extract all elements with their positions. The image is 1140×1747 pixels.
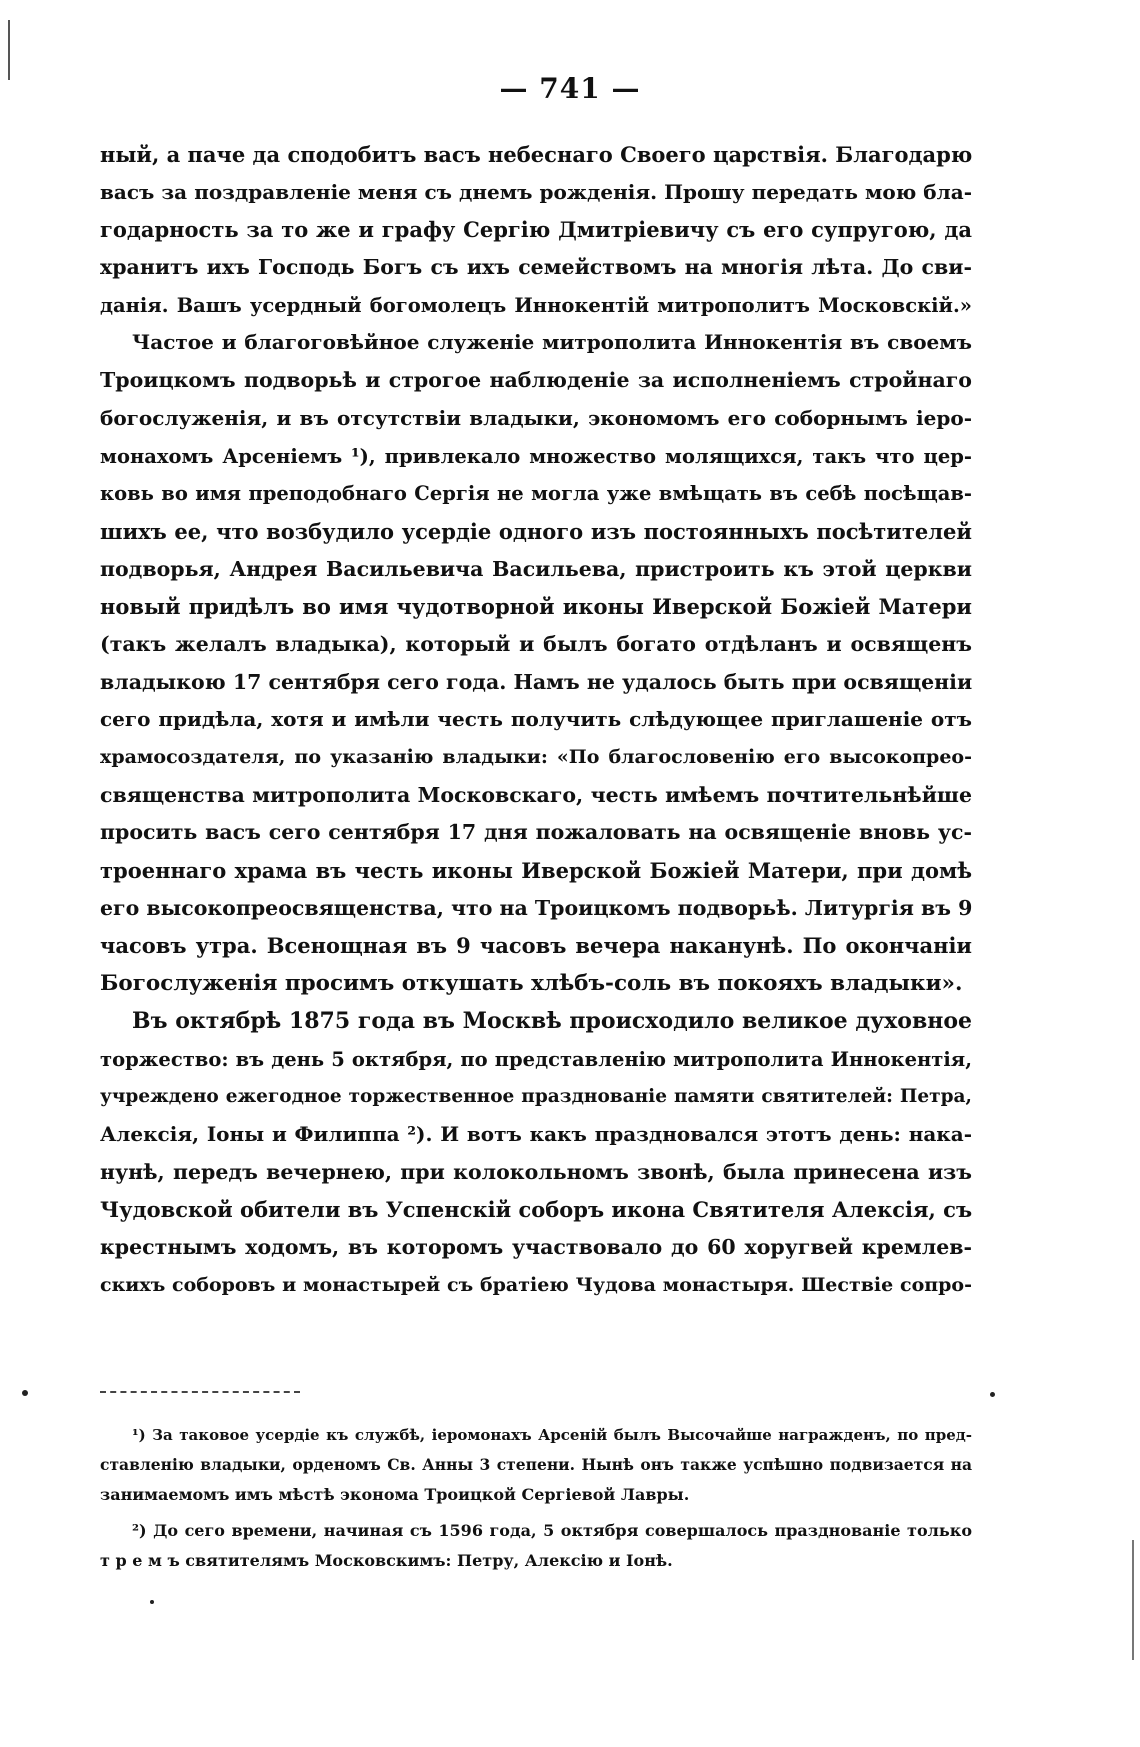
text-line: торжество: въ день 5 октября, по представленію митрополита Иннокентія,: [100, 1047, 972, 1071]
text-line: Троицкомъ подворьѣ и строгое наблюденіе за исполненіемъ стройнаго: [100, 368, 972, 393]
text-line: (такъ желалъ владыка), который и былъ богато отдѣланъ и освященъ: [100, 631, 972, 656]
text-line: васъ за поздравленіе меня съ днемъ рожденія. Прошу передать мою бла-: [100, 179, 972, 204]
text-line: данія. Вашъ усердный богомолецъ Иннокентій митрополитъ Московскій.»: [100, 293, 972, 317]
page-edge-mark: [8, 20, 10, 80]
footnote-line: ставленію владыки, орденомъ Св. Анны 3 степени. Нынѣ онъ также успѣшно подвизается на: [100, 1455, 972, 1474]
text-line: годарность за то же и графу Сергію Дмитріевичу съ его супругою, да: [100, 217, 972, 243]
text-line: его высокопреосвященства, что на Троицкомъ подворьѣ. Литургія въ 9: [100, 895, 972, 920]
speck-mark: [990, 1392, 995, 1397]
text-line: монахомъ Арсеніемъ ¹), привлекало множество молящихся, такъ что цер-: [100, 444, 972, 468]
text-line: хранитъ ихъ Господь Богъ съ ихъ семействомъ на многія лѣта. До сви-: [100, 255, 972, 280]
footnote-line: занимаемомъ имъ мѣстѣ эконома Троицкой Сергіевой Лавры.: [100, 1485, 690, 1504]
page-edge-mark-right: [1132, 1540, 1134, 1660]
text-line: Алексія, Іоны и Филиппа ²). И вотъ какъ праздновался этотъ день: нака-: [100, 1121, 972, 1146]
footnote-line: т р е м ъ святителямъ Московскимъ: Петру, Алексію и Іонѣ.: [100, 1551, 673, 1570]
text-line: учреждено ежегодное торжественное празднованіе памяти святителей: Петра,: [100, 1086, 972, 1108]
text-line: ковь во имя преподобнаго Сергія не могла уже вмѣщать въ себѣ посѣщав-: [100, 482, 972, 506]
paragraph-start-line: Частое и благоговѣйное служеніе митрополита Иннокентія въ своемъ: [132, 330, 972, 355]
text-line: священства митрополита Московскаго, честь имѣемъ почтительнѣйше: [100, 782, 972, 807]
text-line: владыкою 17 сентября сего года. Намъ не удалось быть при освященіи: [100, 669, 972, 694]
text-line: скихъ соборовъ и монастырей съ братіею Чудова монастыря. Шествіе сопро-: [100, 1273, 972, 1296]
footnote-line: ²) До сего времени, начиная съ 1596 года, 5 октября совершалось празднованіе только: [132, 1521, 972, 1540]
paragraph-end-line: Богослуженія просимъ откушать хлѣбъ-соль въ покояхъ владыки».: [100, 971, 963, 997]
text-line: крестнымъ ходомъ, въ которомъ участвовало до 60 хоругвей кремлев-: [100, 1234, 972, 1259]
text-line: сего придѣла, хотя и имѣли честь получить слѣдующее приглашеніе отъ: [100, 707, 972, 732]
text-line: шихъ ее, что возбудило усердіе одного изъ постоянныхъ посѣтителей: [100, 518, 972, 544]
text-line: храмосоздателя, по указанію владыки: «По благословенію его высокопрео-: [100, 746, 972, 768]
speck-mark: [150, 1600, 154, 1604]
footnote-separator: [100, 1391, 300, 1393]
speck-mark: [22, 1390, 28, 1396]
text-line: просить васъ сего сентября 17 дня пожаловать на освященіе вновь ус-: [100, 820, 972, 845]
text-line: богослуженія, и въ отсутствіи владыки, экономомъ его соборнымъ іеро-: [100, 405, 972, 430]
footnote-line: ¹) За таковое усердіе къ службѣ, іеромонахъ Арсеній былъ Высочайше награжденъ, по пред-: [132, 1426, 972, 1444]
page-number: — 741 —: [499, 72, 641, 105]
paragraph-start-line: Въ октябрѣ 1875 года въ Москвѣ происходило великое духовное: [132, 1007, 972, 1034]
text-line: троеннаго храма въ честь иконы Иверской Божіей Матери, при домѣ: [100, 858, 972, 884]
text-line: часовъ утра. Всенощная въ 9 часовъ вечера наканунѣ. По окончаніи: [100, 933, 972, 959]
text-line: подворья, Андрея Васильевича Васильева, пристроить къ этой церкви: [100, 556, 972, 581]
main-text: [100, 136, 972, 1304]
footnotes: [100, 1420, 972, 1576]
text-line: нунѣ, передъ вечернею, при колокольномъ звонѣ, была принесена изъ: [100, 1159, 972, 1184]
text-line: новый придѣлъ во имя чудотворной иконы Иверской Божіей Матери: [100, 594, 972, 620]
text-line: ный, а паче да сподобитъ васъ небеснаго Своего царствія. Благодарю: [100, 142, 972, 167]
text-line: Чудовской обители въ Успенскій соборъ икона Святителя Алексія, съ: [100, 1197, 972, 1223]
